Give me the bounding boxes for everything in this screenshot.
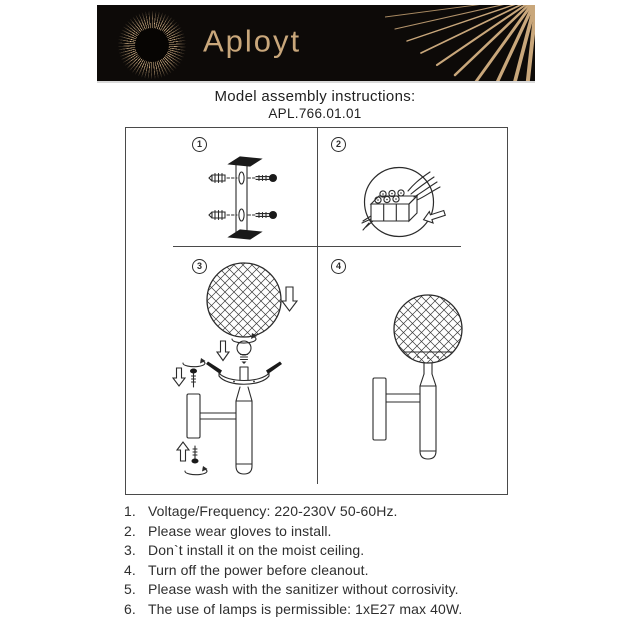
item-number: 1.: [124, 503, 136, 519]
list-item: [124, 523, 544, 539]
item-text: Please wear gloves to install.: [148, 522, 332, 539]
step-1-mounting-bracket-diagram: [126, 128, 317, 246]
item-number: 4.: [124, 561, 136, 578]
brand-banner: [97, 5, 535, 81]
step-4-assembled-lamp-diagram: [318, 247, 507, 494]
list-item: [124, 581, 544, 597]
step-2-badge: 2: [331, 137, 346, 152]
item-text: Turn off the power before cleanout.: [148, 561, 369, 578]
assembly-diagram-box: [125, 127, 508, 495]
sun-rays-decoration-icon: [385, 5, 535, 81]
list-item: [124, 542, 544, 558]
instructions-list: [124, 503, 544, 621]
item-text: The use of lamps is permissible: 1xE27 max 40W.: [148, 600, 463, 617]
step-4-badge: 4: [331, 259, 346, 274]
item-number: 2.: [124, 522, 136, 539]
step-2-wiring-terminal-diagram: [317, 128, 507, 246]
item-number: 5.: [124, 581, 136, 598]
step-3-exploded-assembly-diagram: [126, 247, 317, 494]
item-text: Voltage/Frequency: 220-230V 50-60Hz.: [148, 503, 398, 519]
item-text: Please wash with the sanitizer without corrosivity.: [148, 581, 459, 598]
eclipse-starburst-logo-icon: [118, 11, 186, 79]
list-item: [124, 601, 544, 617]
model-number: APL.766.01.01: [268, 106, 362, 121]
step-3-badge: 3: [192, 259, 207, 274]
page-title: Model assembly instructions:: [214, 88, 416, 105]
step-1-badge: 1: [192, 137, 207, 152]
item-number: 6.: [124, 600, 136, 617]
item-text: Don`t install it on the moist ceiling.: [148, 542, 365, 559]
brand-name: Aployt: [203, 23, 302, 59]
list-item: [124, 503, 544, 519]
list-item: [124, 562, 544, 578]
item-number: 3.: [124, 542, 136, 559]
